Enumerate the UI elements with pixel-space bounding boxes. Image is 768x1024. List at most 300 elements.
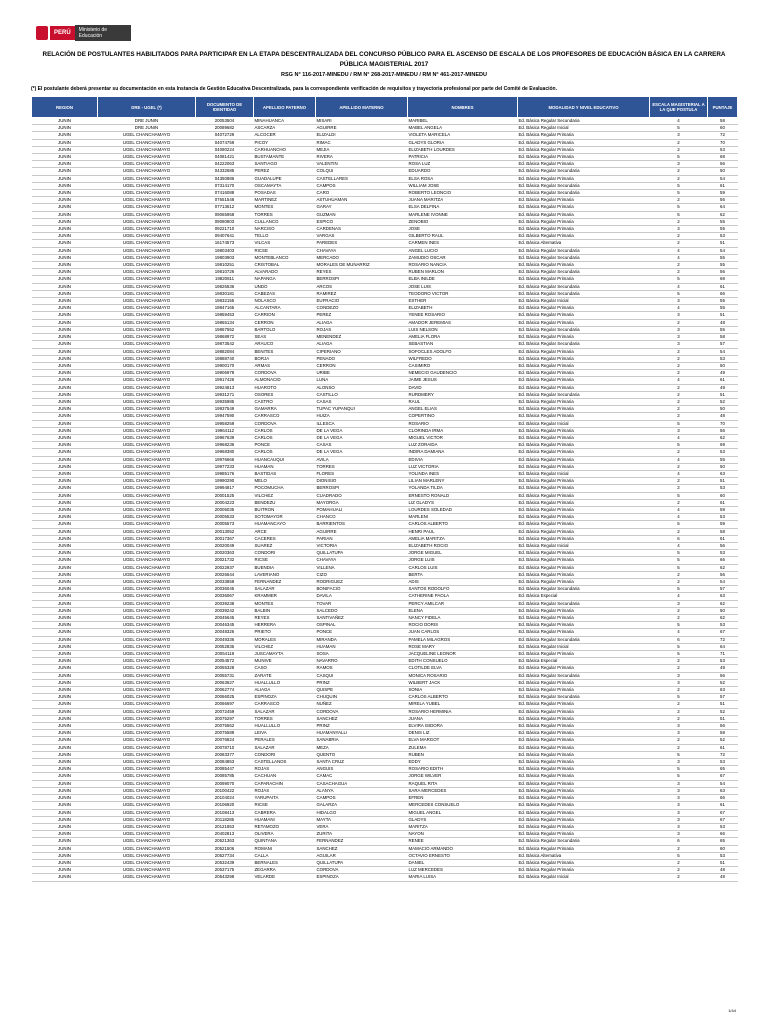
table-cell: MIGUEL ANGEL <box>408 809 518 816</box>
table-cell: OLIVERA <box>254 831 316 838</box>
table-cell: Ed. Básica Regular Primaria <box>518 456 650 463</box>
table-cell: JUNIN <box>32 701 98 708</box>
table-cell: JUNIN <box>32 118 98 125</box>
table-cell: 20089682 <box>196 125 254 132</box>
table-cell: Ed. Básica Regular Primaria <box>518 276 650 283</box>
table-cell: MAYORGA <box>316 499 408 506</box>
table-cell: Ed. Básica Especial <box>518 593 650 600</box>
table-cell: Ed. Básica Regular Primaria <box>518 744 650 751</box>
table-cell: Ed. Básica Regular Primaria <box>518 514 650 521</box>
table-row <box>32 290 738 297</box>
table-cell: 2 <box>650 362 708 369</box>
table-cell: Ed. Básica Regular Primaria <box>518 535 650 542</box>
table-row <box>32 528 738 535</box>
table-row <box>32 514 738 521</box>
table-cell: ERNESTO RONALD <box>408 492 518 499</box>
table-cell: 2 <box>650 384 708 391</box>
table-cell: 60 <box>708 125 738 132</box>
table-cell: CARLOS <box>254 427 316 434</box>
table-cell: 5 <box>650 586 708 593</box>
table-cell: QUILLATUPA <box>316 859 408 866</box>
table-cell: LILIAN MARLENY <box>408 478 518 485</box>
table-cell: 20543298 <box>196 874 254 881</box>
table-cell: 51 <box>708 391 738 398</box>
table-cell: UGEL CHANCHAMAYO <box>98 600 196 607</box>
table-cell: 2 <box>650 708 708 715</box>
table-cell: 19859453 <box>196 312 254 319</box>
table-cell: 50 <box>708 362 738 369</box>
table-cell: 60 <box>708 845 738 852</box>
table-cell: JUNIN <box>32 629 98 636</box>
table-cell: EDIVIA <box>408 456 518 463</box>
table-cell: Ed. Básica Regular Primaria <box>518 831 650 838</box>
table-cell: 5 <box>650 204 708 211</box>
table-cell: 20020049 <box>196 542 254 549</box>
table-row <box>32 658 738 665</box>
table-cell: Ed. Básica Regular Inicial <box>518 643 650 650</box>
table-cell: 48 <box>708 867 738 874</box>
table-cell: VERA <box>316 823 408 830</box>
table-row <box>32 463 738 470</box>
table-cell: Ed. Básica Regular Primaria <box>518 629 650 636</box>
table-row <box>32 226 738 233</box>
table-cell: 66 <box>708 795 738 802</box>
table-row <box>32 780 738 787</box>
table-cell: DE LA VEGA <box>316 434 408 441</box>
table-cell: NARCISO <box>254 226 316 233</box>
coat-of-arms-icon <box>36 26 48 40</box>
table-row <box>32 413 738 420</box>
table-cell: JUNIN <box>32 175 98 182</box>
table-cell: 49 <box>708 384 738 391</box>
table-cell: 20532439 <box>196 859 254 866</box>
table-cell: CRISTOBAL <box>254 262 316 269</box>
table-cell: INDIRA DAMIANA <box>408 449 518 456</box>
table-cell: 19867552 <box>196 326 254 333</box>
table-cell: CIPERIANO <box>316 348 408 355</box>
table-cell: UGEL CHANCHAMAYO <box>98 276 196 283</box>
table-cell: BONIFACIO <box>316 586 408 593</box>
table-row <box>32 197 738 204</box>
table-cell: JUNIN <box>32 550 98 557</box>
table-cell: CABRERA <box>254 809 316 816</box>
table-cell: 3 <box>650 809 708 816</box>
table-cell: ZARATE <box>254 672 316 679</box>
table-cell: JUNIN <box>32 867 98 874</box>
table-cell: SANCHEZ <box>316 845 408 852</box>
table-cell: WILLIAM JOSE <box>408 182 518 189</box>
column-header: PUNTAJE <box>708 97 738 118</box>
table-cell: MONICA ROSARIO <box>408 672 518 679</box>
table-cell: ELVIRA ISIDORA <box>408 723 518 730</box>
table-cell: Ed. Básica Regular Primaria <box>518 319 650 326</box>
table-cell: 57 <box>708 586 738 593</box>
table-cell: JUNIN <box>32 859 98 866</box>
table-cell: 55 <box>708 226 738 233</box>
table-cell: Ed. Básica Regular Primaria <box>518 427 650 434</box>
table-cell: 2 <box>650 715 708 722</box>
table-cell: 6 <box>650 535 708 542</box>
table-row <box>32 542 738 549</box>
table-cell: 57 <box>708 694 738 701</box>
table-row <box>32 694 738 701</box>
table-cell: 63 <box>708 787 738 794</box>
table-cell: JUNIN <box>32 341 98 348</box>
table-cell: JUNIN <box>32 564 98 571</box>
table-cell: 56 <box>708 269 738 276</box>
table-cell: UGEL CHANCHAMAYO <box>98 643 196 650</box>
table-cell: Ed. Básica Regular Primaria <box>518 161 650 168</box>
table-cell: HUALLULLO <box>254 723 316 730</box>
table-cell: 20121853 <box>196 823 254 830</box>
table-cell: VELARDE <box>254 874 316 881</box>
ministry-label: Ministerio de Educación <box>75 25 131 41</box>
table-cell: 3 <box>650 802 708 809</box>
column-header: NOMBRES <box>408 97 518 118</box>
table-cell: UGEL CHANCHAMAYO <box>98 348 196 355</box>
table-cell: JUNIN <box>32 262 98 269</box>
table-cell: RICSE <box>254 802 316 809</box>
table-cell: CAPARACHIN <box>254 780 316 787</box>
table-cell: GUADALUPE <box>254 175 316 182</box>
table-cell: BASTIDAS <box>254 470 316 477</box>
table-cell: 20521363 <box>196 838 254 845</box>
table-row <box>32 622 738 629</box>
table-cell: 19947590 <box>196 413 254 420</box>
table-cell: 52 <box>708 708 738 715</box>
table-cell: JUNIN <box>32 802 98 809</box>
table-cell: ELIZABETH ROCIO <box>408 542 518 549</box>
table-cell: UGEL CHANCHAMAYO <box>98 737 196 744</box>
table-row <box>32 816 738 823</box>
table-cell: 2 <box>650 485 708 492</box>
table-cell: JUNIN <box>32 672 98 679</box>
table-cell: Ed. Básica Regular Primaria <box>518 362 650 369</box>
table-cell: 19803903 <box>196 254 254 261</box>
table-cell: 4 <box>650 434 708 441</box>
table-cell: JACQUELINE LEONOR <box>408 651 518 658</box>
table-cell: UGEL CHANCHAMAYO <box>98 139 196 146</box>
table-cell: 19964112 <box>196 427 254 434</box>
table-row <box>32 161 738 168</box>
table-row <box>32 845 738 852</box>
table-cell: 54 <box>708 579 738 586</box>
table-cell: 19924813 <box>196 384 254 391</box>
table-cell: CULLANCO <box>254 218 316 225</box>
table-cell: Ed. Básica Regular Primaria <box>518 802 650 809</box>
table-cell: CIZO <box>316 571 408 578</box>
table-cell: ROSA LUZ <box>408 161 518 168</box>
table-row <box>32 759 738 766</box>
table-cell: UGEL CHANCHAMAYO <box>98 773 196 780</box>
table-cell: 19868972 <box>196 334 254 341</box>
table-row <box>32 665 738 672</box>
table-cell: BALBIN <box>254 607 316 614</box>
table-cell: 62 <box>708 615 738 622</box>
table-row <box>32 859 738 866</box>
table-cell: ELIZABETH LOURDES <box>408 146 518 153</box>
table-row <box>32 701 738 708</box>
table-cell: 19882084 <box>196 348 254 355</box>
table-cell: JUNIN <box>32 269 98 276</box>
table-cell: CONDEZO <box>316 305 408 312</box>
footnote: (*) El postulante deberá presentar su documentación en esta Instancia de Gestión Educativa Descentralizada, para la correspondiente verificación de requisitos y trayectoria profesional por parte del Comité de Evaluación. <box>31 86 557 92</box>
table-cell: 04350886 <box>196 175 254 182</box>
table-cell: Ed. Básica Regular Primaria <box>518 434 650 441</box>
table-cell: CARRION <box>254 312 316 319</box>
table-cell: 20118285 <box>196 816 254 823</box>
table-cell: UGEL CHANCHAMAYO <box>98 586 196 593</box>
table-cell: CARLOS <box>254 434 316 441</box>
table-cell: ROMANI <box>254 845 316 852</box>
table-row <box>32 276 738 283</box>
table-cell: 5 <box>650 276 708 283</box>
table-cell: ANGEL LUCIO <box>408 247 518 254</box>
table-cell: 20072459 <box>196 708 254 715</box>
table-cell: 19990290 <box>196 478 254 485</box>
table-cell: Ed. Básica Regular Secundaria <box>518 283 650 290</box>
table-row <box>32 434 738 441</box>
table-cell: 55 <box>708 298 738 305</box>
table-cell: 49 <box>708 370 738 377</box>
table-cell: UGEL CHANCHAMAYO <box>98 290 196 297</box>
table-cell: JUNIN <box>32 154 98 161</box>
table-cell: 19917426 <box>196 377 254 384</box>
table-row <box>32 283 738 290</box>
table-cell: JUNIN <box>32 362 98 369</box>
table-cell: JUNIN <box>32 146 98 153</box>
table-cell: Ed. Básica Regular Primaria <box>518 708 650 715</box>
table-cell: UGEL CHANCHAMAYO <box>98 528 196 535</box>
table-cell: 2 <box>650 528 708 535</box>
document-title: RELACIÓN DE POSTULANTES HABILITADOS PARA PARTICIPAR EN LA ETAPA DESCENTRALIZADA DEL CONCURSO PÚBLICO PARA EL ASCENSO DE ESCALA DE LOS PROFESORES DE EDUCACIÓN BÁSICA EN LA CARRERA PÚBLICA MAGISTERIAL 2017 <box>42 51 726 68</box>
table-cell: QUENTO <box>316 751 408 758</box>
table-cell: 51 <box>708 240 738 247</box>
table-cell: JUNIN <box>32 463 98 470</box>
table-cell: FLORES <box>316 470 408 477</box>
table-cell: 07651548 <box>196 197 254 204</box>
table-cell: 19906978 <box>196 370 254 377</box>
table-row <box>32 478 738 485</box>
table-row <box>32 168 738 175</box>
table-cell: ARMAS <box>254 362 316 369</box>
table-cell: 20052835 <box>196 643 254 650</box>
table-cell: QUISPE <box>316 687 408 694</box>
table-cell: LUIS NELSON <box>408 326 518 333</box>
table-cell: Ed. Básica Regular Primaria <box>518 262 650 269</box>
table-row <box>32 795 738 802</box>
table-row <box>32 240 738 247</box>
table-cell: 20075589 <box>196 730 254 737</box>
table-cell: UGEL CHANCHAMAYO <box>98 701 196 708</box>
table-cell: RICSE <box>254 247 316 254</box>
table-cell: ARCOS <box>316 283 408 290</box>
table-row <box>32 420 738 427</box>
table-cell: 04080224 <box>196 146 254 153</box>
table-row <box>32 218 738 225</box>
table-cell: VILCHEZ <box>254 643 316 650</box>
table-row <box>32 470 738 477</box>
table-row <box>32 182 738 189</box>
table-cell: 55 <box>708 262 738 269</box>
table-cell: MIRANDA <box>316 636 408 643</box>
table-cell: CARLOS ALBERTO <box>408 694 518 701</box>
table-cell: 62 <box>708 564 738 571</box>
table-cell: 59 <box>708 190 738 197</box>
table-cell: 54 <box>708 247 738 254</box>
table-cell: Ed. Básica Regular Primaria <box>518 478 650 485</box>
table-cell: KRAMMER <box>254 593 316 600</box>
table-cell: 3 <box>650 759 708 766</box>
table-cell: 20075562 <box>196 723 254 730</box>
table-cell: JUNIN <box>32 233 98 240</box>
table-cell: Ed. Básica Regular Inicial <box>518 542 650 549</box>
table-row <box>32 679 738 686</box>
table-cell: ALIAGA <box>254 687 316 694</box>
table-cell: 5 <box>650 643 708 650</box>
table-row <box>32 146 738 153</box>
table-row <box>32 449 738 456</box>
table-cell: MIGUEL VICTOR <box>408 434 518 441</box>
table-cell: 3 <box>650 780 708 787</box>
table-cell: MONTEBLANCO <box>254 254 316 261</box>
table-cell: UGEL CHANCHAMAYO <box>98 362 196 369</box>
table-cell: 68 <box>708 154 738 161</box>
table-cell: JUNIN <box>32 571 98 578</box>
table-row <box>32 773 738 780</box>
table-cell: ROBERTO LEONCIO <box>408 190 518 197</box>
table-cell: 19820811 <box>196 276 254 283</box>
table-cell: JUNIN <box>32 751 98 758</box>
table-cell: JUNIN <box>32 795 98 802</box>
table-cell: RENEE <box>408 838 518 845</box>
table-cell: CASTILLO <box>316 391 408 398</box>
table-cell: DAVILA <box>316 593 408 600</box>
table-cell: QUILLATUPA <box>316 550 408 557</box>
table-cell: JUNIN <box>32 766 98 773</box>
table-cell: 19976666 <box>196 456 254 463</box>
table-row <box>32 348 738 355</box>
table-row <box>32 636 738 643</box>
table-cell: UGEL CHANCHAMAYO <box>98 809 196 816</box>
table-cell: POCOMUCHA <box>254 485 316 492</box>
table-cell: CHANCO <box>316 514 408 521</box>
table-cell: CARLOS LUIS <box>408 564 518 571</box>
table-row <box>32 571 738 578</box>
table-cell: PONCE <box>254 442 316 449</box>
table-cell: JUNIN <box>32 823 98 830</box>
table-cell: CASTRO <box>254 398 316 405</box>
table-cell: SANCHEZ <box>316 715 408 722</box>
table-cell: JUNIN <box>32 651 98 658</box>
table-cell: UGEL CHANCHAMAYO <box>98 845 196 852</box>
table-cell: 61 <box>708 182 738 189</box>
table-cell: 19994817 <box>196 485 254 492</box>
table-cell: PRIETO <box>254 629 316 636</box>
table-row <box>32 298 738 305</box>
table-cell: 53 <box>708 759 738 766</box>
table-cell: ILLESCA <box>316 420 408 427</box>
table-cell: VILCHEZ <box>254 492 316 499</box>
table-cell: ALVARADO <box>254 269 316 276</box>
table-row <box>32 737 738 744</box>
table-cell: ZURITA <box>316 831 408 838</box>
table-row <box>32 269 738 276</box>
table-cell: JUNIN <box>32 276 98 283</box>
table-cell: JUNIN <box>32 348 98 355</box>
table-cell: CARLOS <box>254 449 316 456</box>
table-cell: UGEL CHANCHAMAYO <box>98 564 196 571</box>
table-cell: MABEL ANGELA <box>408 125 518 132</box>
table-cell: UGEL CHANCHAMAYO <box>98 651 196 658</box>
table-cell: 2 <box>650 478 708 485</box>
table-row <box>32 831 738 838</box>
table-cell: 20013052 <box>196 528 254 535</box>
table-cell: BUSTAMANTE <box>254 154 316 161</box>
table-cell: 20527734 <box>196 852 254 859</box>
table-cell: Ed. Básica Regular Primaria <box>518 463 650 470</box>
table-cell: MARTINEZ <box>254 197 316 204</box>
table-cell: 3 <box>650 795 708 802</box>
table-cell: 5 <box>650 564 708 571</box>
table-cell: 53 <box>708 514 738 521</box>
table-cell: 20066025 <box>196 694 254 701</box>
table-cell: 19873542 <box>196 341 254 348</box>
table-cell: UGEL CHANCHAMAYO <box>98 434 196 441</box>
table-row <box>32 139 738 146</box>
table-cell: 20108413 <box>196 809 254 816</box>
table-cell: UGEL CHANCHAMAYO <box>98 816 196 823</box>
table-cell: CARRASCO <box>254 701 316 708</box>
table-cell: RICSE <box>254 557 316 564</box>
table-cell: 72 <box>708 132 738 139</box>
table-cell: 56 <box>708 161 738 168</box>
table-cell: Ed. Básica Regular Primaria <box>518 218 650 225</box>
table-cell: 3 <box>650 600 708 607</box>
table-cell: UGEL CHANCHAMAYO <box>98 787 196 794</box>
table-cell: HUAMAN <box>316 643 408 650</box>
table-cell: EUFRACIO <box>316 298 408 305</box>
table-cell: 56 <box>708 571 738 578</box>
table-cell: UGEL CHANCHAMAYO <box>98 456 196 463</box>
table-cell: NANCY FIDELA <box>408 615 518 622</box>
table-cell: EDDY <box>408 759 518 766</box>
table-cell: ROSARIO NANCIA <box>408 262 518 269</box>
table-cell: 2 <box>650 146 708 153</box>
table-cell: DANIEL <box>408 859 518 866</box>
table-cell: VICTORIA <box>316 542 408 549</box>
table-cell: JUNIN <box>32 643 98 650</box>
table-cell: 20005573 <box>196 521 254 528</box>
table-cell: DE LA VEGA <box>316 449 408 456</box>
table-cell: Ed. Básica Regular Primaria <box>518 413 650 420</box>
table-cell: 09080803 <box>196 218 254 225</box>
table-cell: 19832155 <box>196 298 254 305</box>
table-cell: 62 <box>708 434 738 441</box>
table-cell: 53 <box>708 355 738 362</box>
table-cell: MARITZA <box>408 823 518 830</box>
table-cell: 55 <box>708 326 738 333</box>
table-cell: UGEL CHANCHAMAYO <box>98 708 196 715</box>
table-cell: JUNIN <box>32 312 98 319</box>
table-cell: 2 <box>650 665 708 672</box>
table-cell: UGEL CHANCHAMAYO <box>98 334 196 341</box>
table-cell: GALARZA <box>316 802 408 809</box>
table-cell: ROSARIO EDITH <box>408 766 518 773</box>
table-cell: 51 <box>708 312 738 319</box>
table-cell: UGEL CHANCHAMAYO <box>98 305 196 312</box>
table-cell: NAYON <box>408 831 518 838</box>
